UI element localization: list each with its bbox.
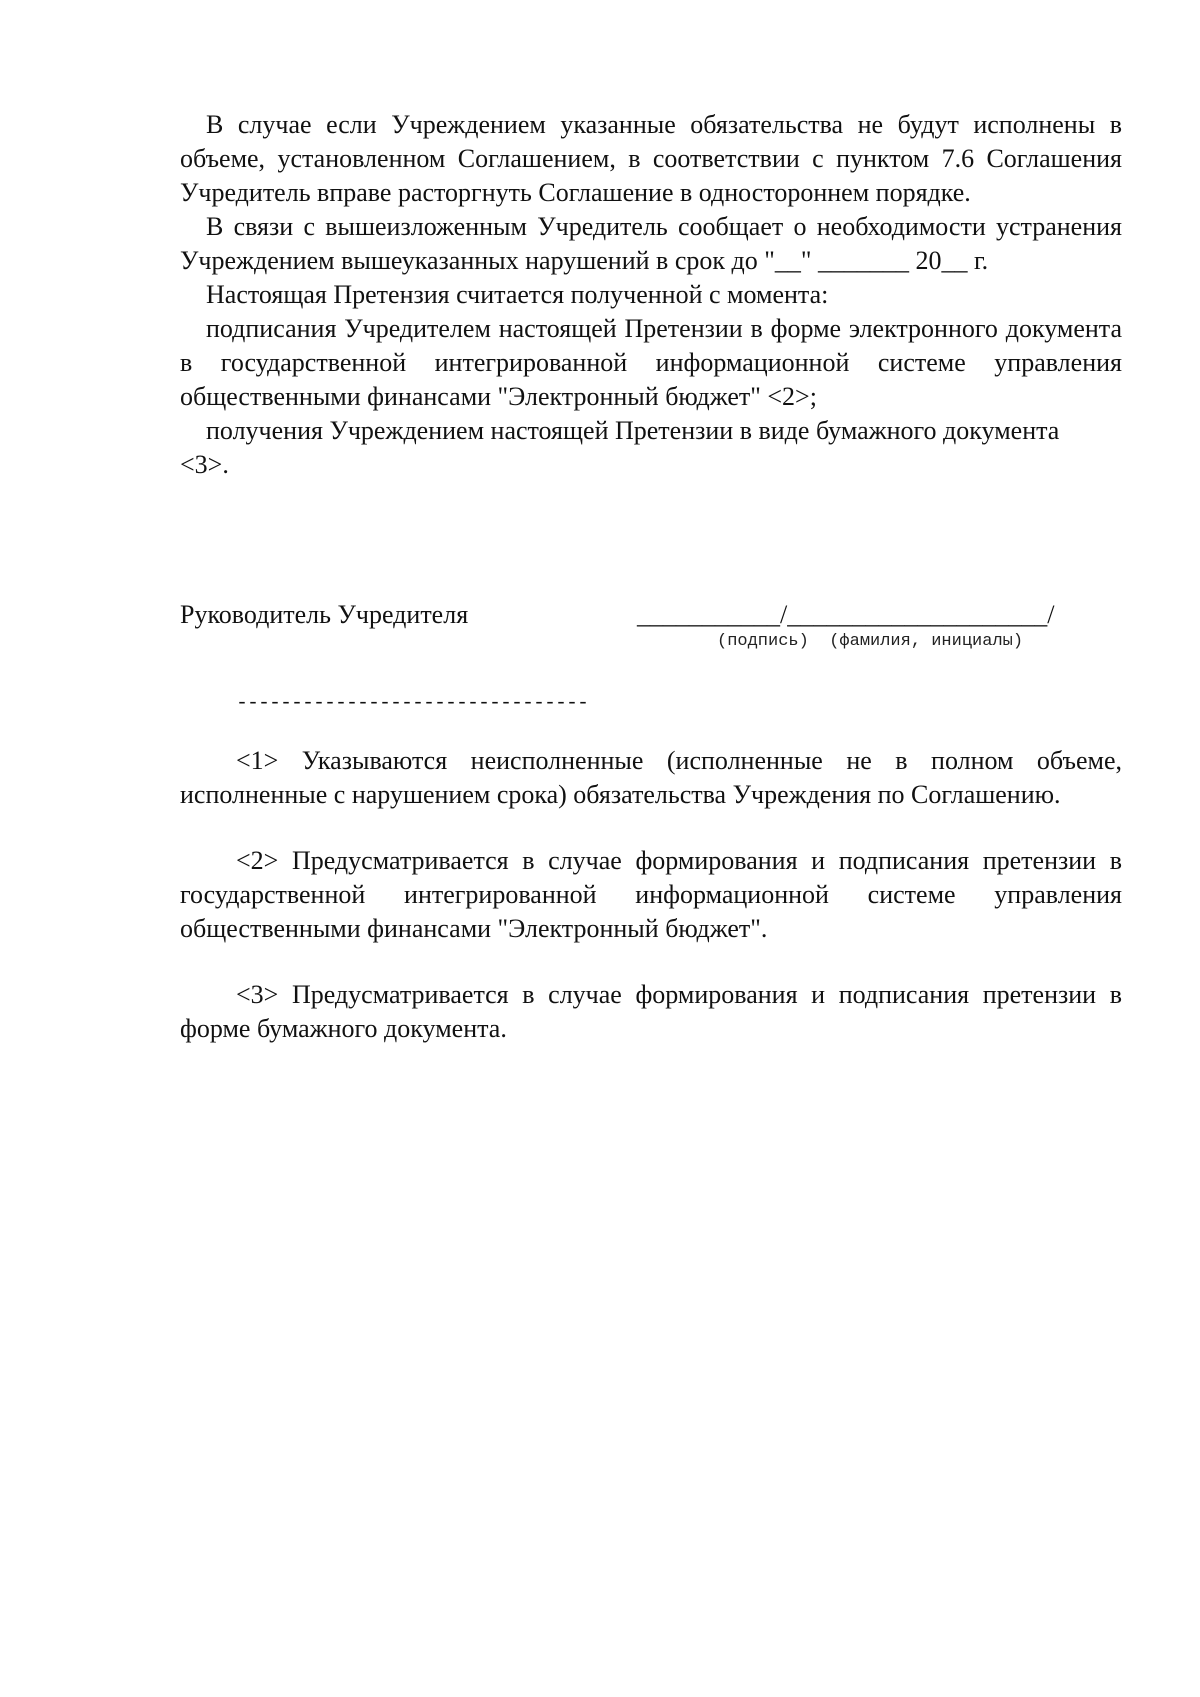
paragraph-deadline: В связи с вышеизложенным Учредитель сообщает о необходимости устранения Учреждением вышеуказанных нарушений в срок до "__" _______ 20__ г.: [180, 212, 1122, 275]
footnote-1: <1> Указываются неисполненные (исполненные не в полном объеме, исполненные с нарушением срока) обязательства Учреждения по Соглашению.: [180, 746, 1122, 809]
document-body: [180, 108, 1122, 482]
footnote-separator: --------------------------------: [236, 692, 589, 715]
paragraph-paper-receipt: получения Учреждением настоящей Претензии в виде бумажного документа: [206, 416, 1060, 445]
paragraph-electronic-signing: подписания Учредителем настоящей Претензии в форме электронного документа в государственной интегрированной информационной системе управления общественными финансами "Электронный бюджет" <2>;: [180, 314, 1122, 411]
signature-line: ___________/____________________/: [637, 600, 1055, 629]
paragraph-footnote-ref: <3>.: [180, 450, 229, 479]
signature-role: Руководитель Учредителя: [180, 600, 469, 629]
signature-hint: (подпись) (фамилия, инициалы): [717, 632, 1024, 651]
footnote-3: <3> Предусматривается в случае формирования и подписания претензии в форме бумажного документа.: [180, 980, 1122, 1043]
signature-block: [180, 598, 1122, 658]
footnote-2: <2> Предусматривается в случае формирования и подписания претензии в государственной интегрированной информационной системе управления общественными финансами "Электронный бюджет".: [180, 846, 1122, 943]
footnotes: [180, 744, 1122, 1078]
paragraph-termination-clause: В случае если Учреждением указанные обязательства не будут исполнены в объеме, установленном Соглашением, в соответствии с пунктом 7.6 Соглашения Учредитель вправе расторгнуть Соглашение в одностороннем порядке.: [180, 110, 1122, 207]
paragraph-receipt-moment: Настоящая Претензия считается полученной с момента:: [206, 280, 829, 309]
